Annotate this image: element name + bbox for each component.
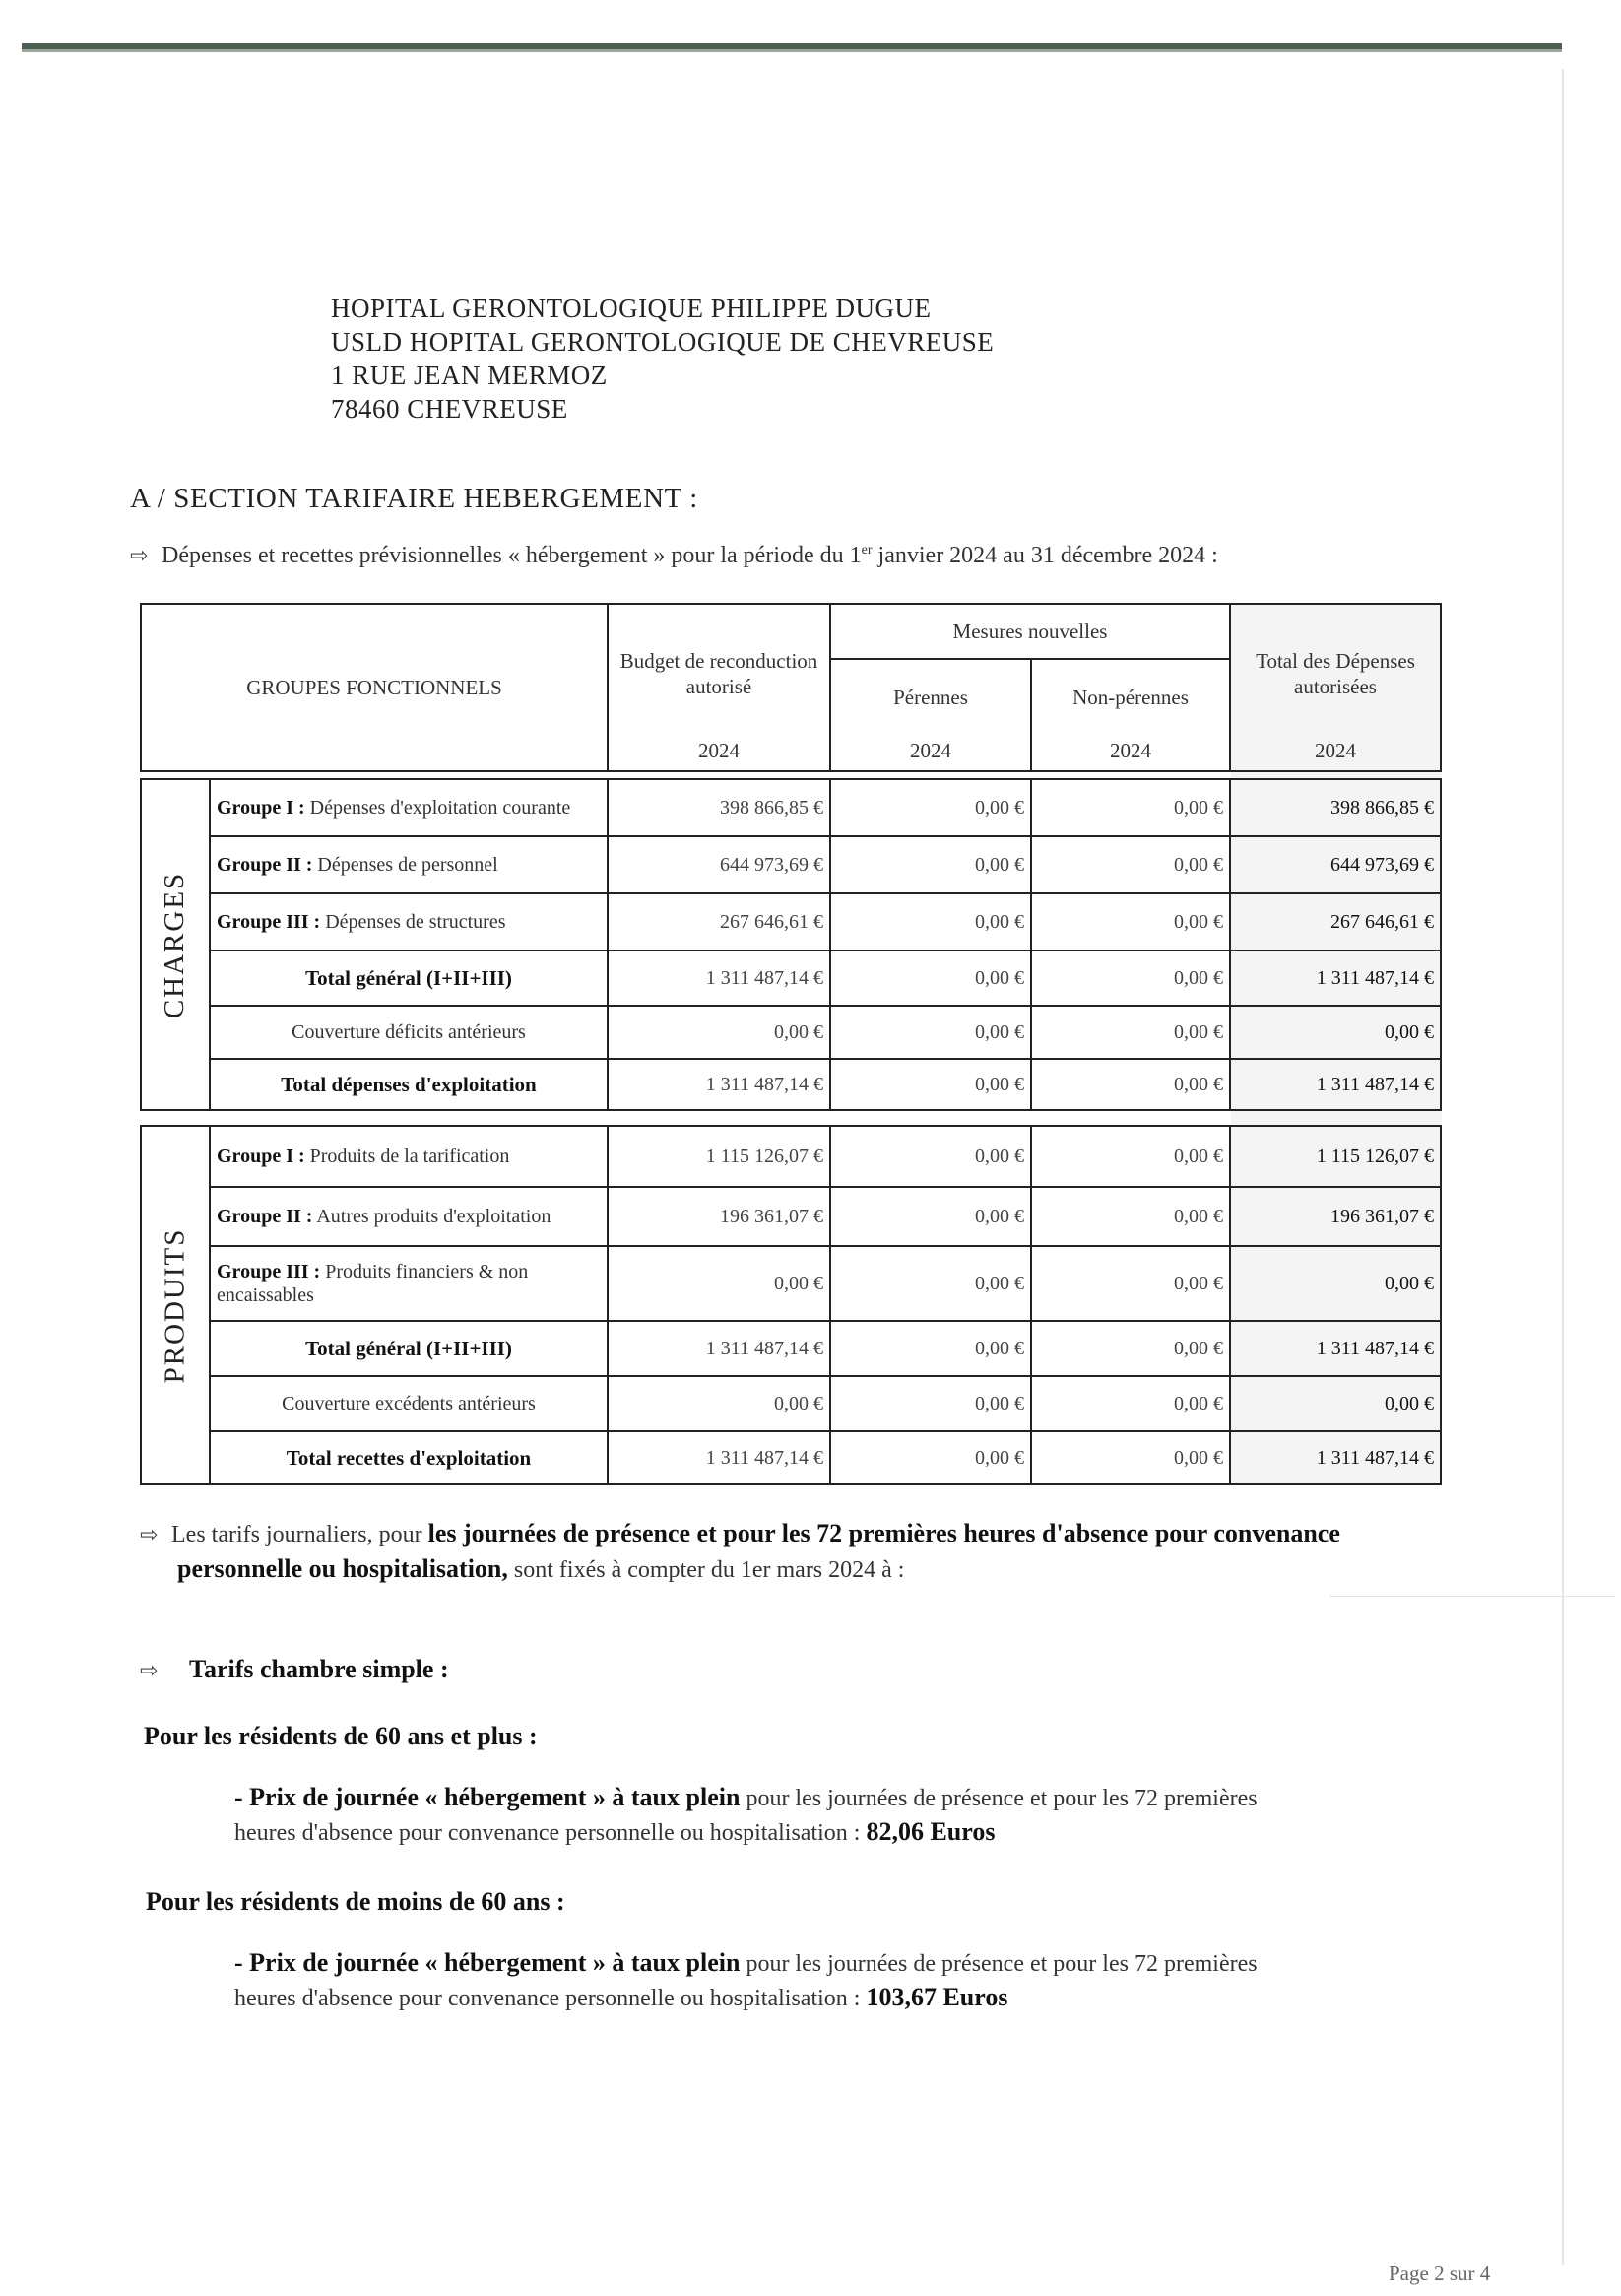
produits-row-2-label: Groupe II : Autres produits d'exploitation [217,1206,551,1227]
charges-couverture-non-perennes: 0,00 € [1174,1020,1223,1043]
charges-couverture-label: Couverture déficits antérieurs [292,1021,526,1043]
charges-row-1-total: 398 866,85 € [1330,796,1434,819]
charges-total-depenses-label: Total dépenses d'exploitation [281,1073,537,1096]
produits-total-recettes-non-perennes: 0,00 € [1174,1446,1223,1469]
produits-row-1-label: Groupe I : Produits de la tarification [217,1146,510,1167]
produits-row-1-perennes: 0,00 € [975,1145,1024,1167]
produits-couverture-budget: 0,00 € [774,1392,823,1414]
charges-total-general-perennes: 0,00 € [975,966,1024,989]
charges-row-2-non-perennes: 0,00 € [1174,853,1223,876]
chambre-simple-line: ⇨ Tarifs chambre simple : [140,1655,449,1683]
header-total-year: 2024 [1315,739,1356,762]
address-block [331,292,994,426]
address-line-2: USLD HOPITAL GERONTOLOGIQUE DE CHEVREUSE [331,327,995,357]
produits-total-general-non-perennes: 0,00 € [1174,1337,1223,1359]
produits-total-general-total: 1 311 487,14 € [1316,1337,1434,1359]
produits-row-2-budget: 196 361,07 € [720,1205,823,1227]
produits-label: PRODUITS [159,1227,191,1383]
section-title: A / SECTION TARIFAIRE HEBERGEMENT : [130,483,698,514]
produits-row-1-budget: 1 115 126,07 € [705,1145,823,1167]
produits-total-general-budget: 1 311 487,14 € [705,1337,823,1359]
charges-row-1-perennes: 0,00 € [975,796,1024,819]
top-rule-shade [22,49,1562,52]
charges-total-depenses-total: 1 311 487,14 € [1316,1073,1434,1095]
address-line-4: 78460 CHEVREUSE [331,394,568,424]
intro-line: ⇨ Dépenses et recettes prévisionnelles « hébergement » pour la période du 1er janvier 2024 au 31 décembre 2024 : [130,543,1218,568]
charges-row-2-total: 644 973,69 € [1330,853,1434,876]
charges-row-2-perennes: 0,00 € [975,853,1024,876]
header-groupes: GROUPES FONCTIONNELS [246,676,502,699]
charges-total-depenses-perennes: 0,00 € [975,1073,1024,1095]
scan-edge [1562,69,1564,2265]
page-number: Page 2 sur 4 [1389,2262,1491,2285]
scan-mark [1329,1596,1615,1597]
produits-total-general-perennes: 0,00 € [975,1337,1024,1359]
address-line-3: 1 RUE JEAN MERMOZ [331,361,608,390]
produits-total-general-label: Total général (I+II+III) [305,1337,512,1360]
arrow-right-outline-icon: ⇨ [130,544,149,568]
produits-row-3-perennes: 0,00 € [975,1272,1024,1294]
produits-couverture-total: 0,00 € [1385,1392,1434,1414]
produits-row-3-non-perennes: 0,00 € [1174,1272,1223,1294]
charges-row-3-perennes: 0,00 € [975,910,1024,933]
charges-couverture-total: 0,00 € [1385,1020,1434,1043]
charges-row-1-label: Groupe I : Dépenses d'exploitation courante [217,797,571,819]
produits-row-3-total: 0,00 € [1385,1272,1434,1294]
header-non-perennes: Non-pérennes [1072,686,1189,709]
charges-total-depenses-budget: 1 311 487,14 € [705,1073,823,1095]
produits-couverture-non-perennes: 0,00 € [1174,1392,1223,1414]
produits-row-2-non-perennes: 0,00 € [1174,1205,1223,1227]
header-perennes-year: 2024 [910,739,951,762]
tarifs-intro: ⇨ Les tarifs journaliers, pour les journées de présence et pour les 72 premières heures d'absence pour convenance personnelle ou hospitalisation, sont fixés à compter du 1er mars 2024 à : [140,1519,1340,1583]
arrow-right-outline-icon: ⇨ [140,1659,159,1683]
header-non-perennes-year: 2024 [1110,739,1151,762]
produits-row-2-perennes: 0,00 € [975,1205,1024,1227]
charges-row-2-budget: 644 973,69 € [720,853,823,876]
charges-total-depenses-non-perennes: 0,00 € [1174,1073,1223,1095]
residents-moins-60-heading: Pour les résidents de moins de 60 ans : [146,1887,565,1916]
produits-total-recettes-budget: 1 311 487,14 € [705,1446,823,1469]
produits-row-3-budget: 0,00 € [774,1272,823,1294]
produits-row-1-non-perennes: 0,00 € [1174,1145,1223,1167]
produits-row-3-label: Groupe III : Produits financiers & non encaissables [217,1261,529,1306]
produits-couverture-perennes: 0,00 € [975,1392,1024,1414]
charges-total-general-label: Total général (I+II+III) [305,966,512,990]
charges-row-2-label: Groupe II : Dépenses de personnel [217,854,498,876]
produits-total-recettes-label: Total recettes d'exploitation [286,1446,532,1470]
header-total: Total des Dépenses autorisées [1256,649,1415,698]
residents-moins-60-tarif: - Prix de journée « hébergement » à taux plein pour les journées de présence et pour les 72 premières heures d'absence pour convenance personnelle ou hospitalisation : 103,67 Euros [234,1948,1258,2011]
header-budget-year: 2024 [698,739,740,762]
header-perennes: Pérennes [893,686,968,709]
charges-couverture-perennes: 0,00 € [975,1020,1024,1043]
header-budget: Budget de reconduction autorisé [619,649,818,698]
charges-total-general-non-perennes: 0,00 € [1174,966,1223,989]
charges-row-3-label: Groupe III : Dépenses de structures [217,911,506,933]
charges-couverture-budget: 0,00 € [774,1020,823,1043]
produits-row-2-total: 196 361,07 € [1330,1205,1434,1227]
charges-total-general-budget: 1 311 487,14 € [705,966,823,989]
produits-total-recettes-total: 1 311 487,14 € [1316,1446,1434,1469]
charges-row-1-non-perennes: 0,00 € [1174,796,1223,819]
charges-row-1-budget: 398 866,85 € [720,796,823,819]
produits-total-recettes-perennes: 0,00 € [975,1446,1024,1469]
residents-60-plus-heading: Pour les résidents de 60 ans et plus : [144,1722,538,1750]
charges-row-3-non-perennes: 0,00 € [1174,910,1223,933]
arrow-right-outline-icon: ⇨ [140,1523,159,1547]
budget-table [140,603,1442,1489]
header-mesures: Mesures nouvelles [952,620,1108,643]
charges-row-3-total: 267 646,61 € [1330,910,1434,933]
residents-60-plus-tarif: - Prix de journée « hébergement » à taux plein pour les journées de présence et pour les 72 premières heures d'absence pour convenance personnelle ou hospitalisation : 82,06 Euros [234,1783,1258,1846]
charges-row-3-budget: 267 646,61 € [720,910,823,933]
charges-total-general-total: 1 311 487,14 € [1316,966,1434,989]
produits-row-1-total: 1 115 126,07 € [1316,1145,1434,1167]
produits-couverture-label: Couverture excédents antérieurs [282,1393,536,1414]
address-line-1: HOPITAL GERONTOLOGIQUE PHILIPPE DUGUE [331,294,932,323]
charges-label: CHARGES [159,871,191,1018]
